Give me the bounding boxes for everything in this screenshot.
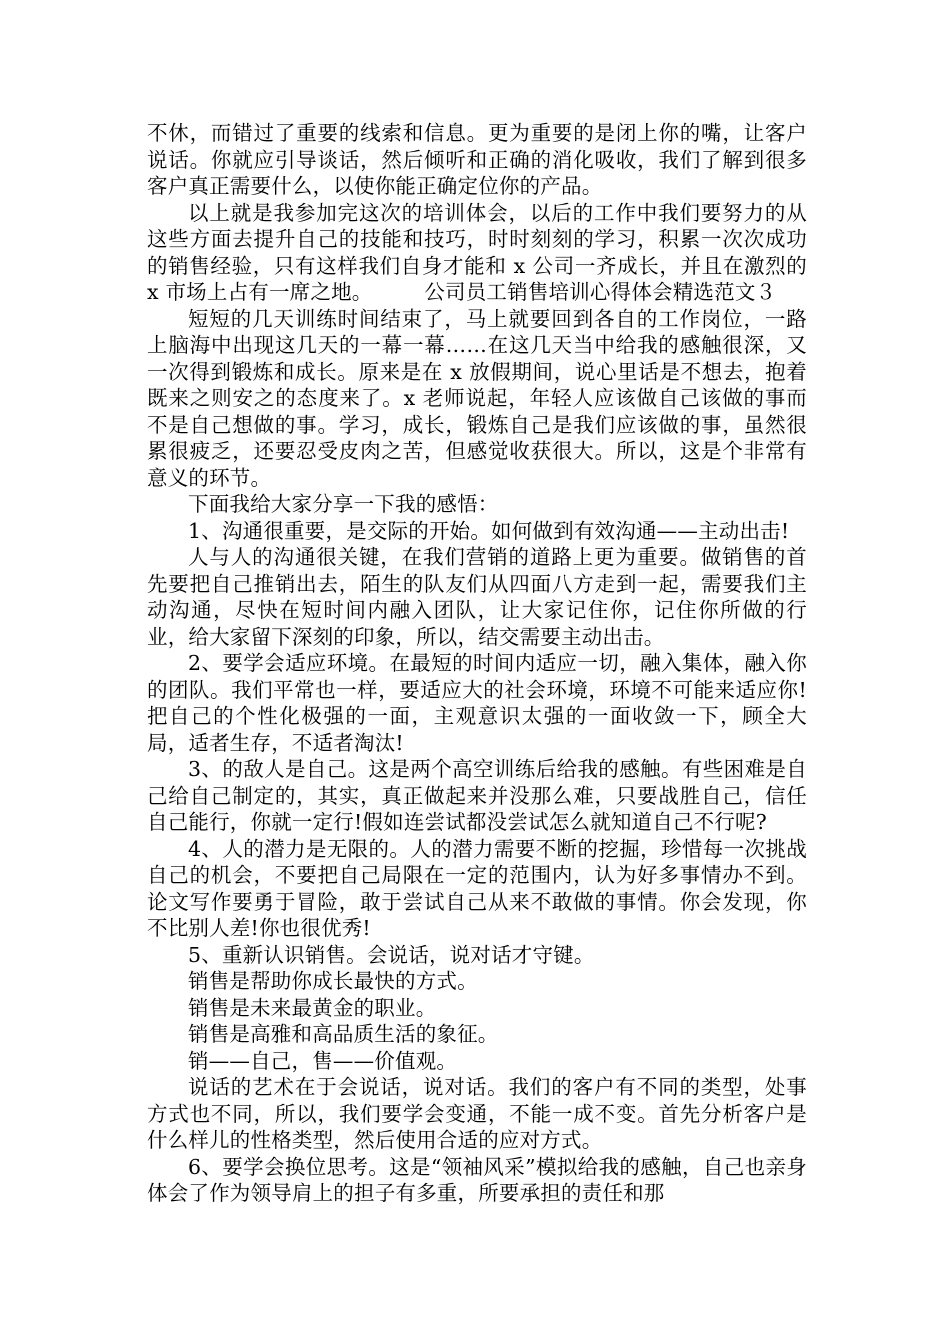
paragraph-2: 以上就是我参加完这次的培训体会，以后的工作中我们要努力的从这些方面去提升自己的技能和技巧，时时刻刻的学习，积累一次次成功的销售经验，只有这样我们自身才能和 x 公司一齐成长，并且在激烈的 x 市场上占有一席之地。 公司员工销售培训心得体会精选范文３ — [147, 200, 807, 304]
paragraph-6: 人与人的沟通很关键，在我们营销的道路上更为重要。做销售的首先要把自己推销出去，陌生的队友们从四面八方走到一起，需要我们主动沟通，尽快在短时间内融入团队，让大家记住你，记住你所做的行业，给大家留下深刻的印象，所以，结交需要主动出击。 — [147, 545, 807, 649]
paragraph-10: 5、重新认识销售。会说话，说对话才守键。 — [188, 942, 595, 967]
paragraph-16: 6、要学会换位思考。这是“领袖风采”模拟给我的感触，自己也亲身体会了作为领导肩上的担子有多重，所要承担的责任和那 — [147, 1154, 807, 1205]
paragraph-15: 说话的艺术在于会说话，说对话。我们的客户有不同的类型，处事方式也不同，所以，我们要学会变通，不能一成不变。首先分析客户是什么样儿的性格类型，然后使用合适的应对方式。 — [147, 1075, 807, 1152]
document-page — [147, 120, 807, 1207]
paragraph-5: 1、沟通很重要，是交际的开始。如何做到有效沟通——主动出击! — [188, 518, 790, 543]
paragraph-1: 不休，而错过了重要的线索和信息。更为重要的是闭上你的嘴，让客户说话。你就应引导谈话，然后倾听和正确的消化吸收，我们了解到很多客户真正需要什么，以使你能正确定位你的产品。 — [147, 121, 807, 198]
paragraph-12: 销售是未来最黄金的职业。 — [188, 995, 437, 1020]
paragraph-8: 3、的敌人是自己。这是两个高空训练后给我的感触。有些困难是自己给自己制定的，其实，真正做起来并没那么难，只要战胜自己，信任自己能行，你就一定行!假如连尝试都没尝试怎么就知道自己不行呢? — [147, 757, 807, 834]
paragraph-13: 销售是高雅和高品质生活的象征。 — [188, 1022, 499, 1046]
paragraph-14: 销——自己，售——价值观。 — [188, 1048, 458, 1073]
paragraph-9: 4、人的潜力是无限的。人的潜力需要不断的挖掘，珍惜每一次挑战自己的机会，不要把自己局限在一定的范围内，认为好多事情办不到。论文写作要勇于冒险，敢于尝试自己从来不敢做的事情。你会发现，你不比别人差!你也很优秀! — [147, 836, 807, 940]
paragraph-11: 销售是帮助你成长最快的方式。 — [188, 969, 478, 993]
paragraph-4: 下面我给大家分享一下我的感悟： — [188, 492, 499, 516]
paragraph-3: 短短的几天训练时间结束了，马上就要回到各自的工作岗位，一路上脑海中出现这几天的一幕一幕……在这几天当中给我的感触很深，又一次得到锻炼和成长。原来是在 x 放假期间，说心里话是不想去，抱着既来之则安之的态度来了。x 老师说起，年轻人应该做自己该做的事而不是自己想做的事。学习，成长，锻炼自己是我们应该做的事，虽然很累很疲乏，还要忍受皮肉之苦，但感觉收获很大。所以，这是个非常有意义的环节。 — [147, 306, 807, 490]
paragraph-7: 2、要学会适应环境。在最短的时间内适应一切，融入集体，融入你的团队。我们平常也一样，要适应大的社会环境，环境不可能来适应你!把自己的个性化极强的一面，主观意识太强的一面收敛一下，顾全大局，适者生存，不适者淘汰! — [147, 651, 807, 755]
